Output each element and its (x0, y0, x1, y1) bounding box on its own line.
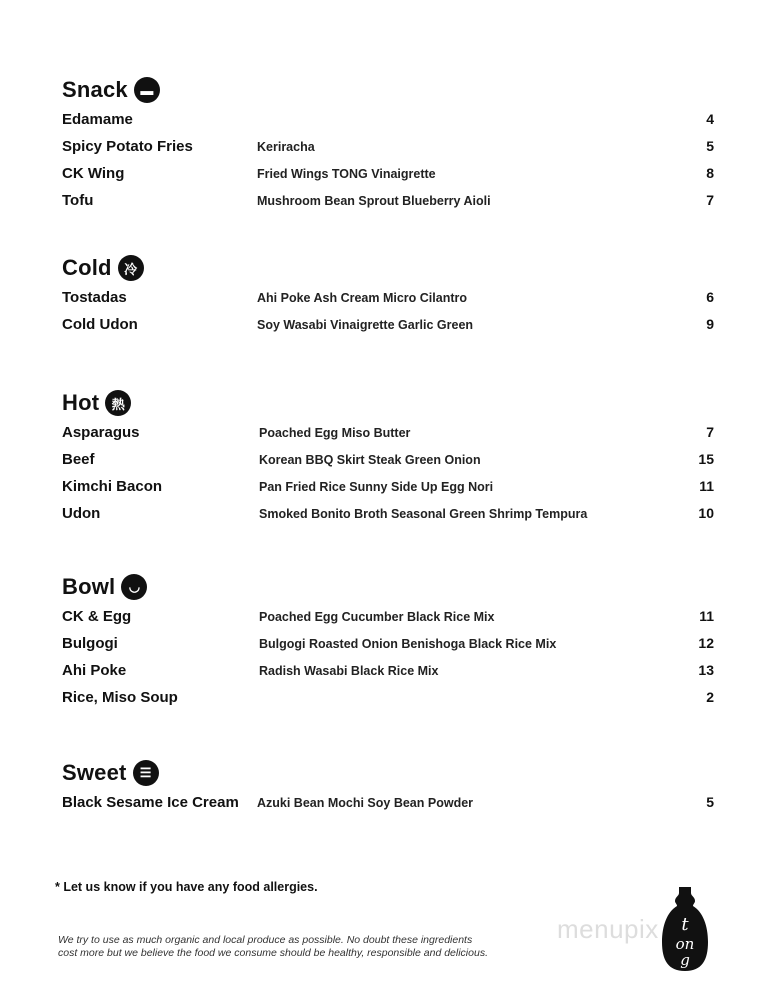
item-name: Udon (62, 505, 101, 522)
menupix-watermark: menupix (557, 914, 659, 944)
item-description: Radish Wasabi Black Rice Mix (259, 664, 439, 678)
cake-icon: ☰ (133, 760, 159, 786)
item-price: 11 (699, 478, 714, 494)
item-name: Cold Udon (62, 316, 138, 333)
section-header (0, 73, 772, 107)
item-price: 8 (706, 165, 714, 181)
item-price: 11 (699, 608, 714, 624)
daruma-icon: 熱 (105, 390, 131, 416)
item-description: Keriracha (257, 140, 315, 154)
item-description: Soy Wasabi Vinaigrette Garlic Green (257, 318, 474, 332)
menu-section-sweet (0, 756, 772, 817)
menu-item (0, 685, 772, 712)
item-name: Kimchi Bacon (62, 478, 163, 495)
section-header (0, 756, 772, 790)
item-description: Azuki Bean Mochi Soy Bean Powder (257, 796, 474, 810)
section-title: Snack (62, 77, 128, 102)
item-price: 7 (706, 192, 714, 208)
item-description: Ahi Poke Ash Cream Micro Cilantro (257, 291, 467, 305)
menu-item (0, 107, 772, 134)
menu-item (0, 420, 772, 447)
item-price: 2 (706, 689, 714, 705)
menu-item (0, 312, 772, 339)
menu-item (0, 285, 772, 312)
section-title: Cold (62, 255, 112, 280)
menu-item (0, 604, 772, 631)
item-name: Asparagus (62, 424, 140, 441)
item-name: Beef (62, 451, 95, 468)
item-description: Korean BBQ Skirt Steak Green Onion (259, 453, 481, 467)
sourcing-note-line: cost more but we believe the food we consume should be healthy, responsible and delicious. (58, 947, 488, 959)
item-price: 5 (706, 794, 714, 810)
item-description: Poached Egg Cucumber Black Rice Mix (259, 610, 495, 624)
chili-icon: 冷 (118, 255, 144, 281)
item-name: Ahi Poke (62, 662, 127, 679)
item-description: Bulgogi Roasted Onion Benishoga Black Rice Mix (259, 637, 557, 651)
section-header (0, 386, 772, 420)
allergy-notice: * Let us know if you have any food allergies. (55, 880, 318, 894)
menu-item (0, 658, 772, 685)
menu-item (0, 161, 772, 188)
section-title: Bowl (62, 574, 116, 599)
item-name: Edamame (62, 111, 133, 128)
menu-item (0, 501, 772, 528)
menu-section-snack (0, 73, 772, 215)
menu-item (0, 134, 772, 161)
item-price: 7 (706, 424, 714, 440)
item-description: Fried Wings TONG Vinaigrette (257, 167, 436, 181)
section-title: Sweet (62, 760, 127, 785)
section-title: Hot (62, 390, 100, 415)
menu-section-bowl (0, 570, 772, 712)
menu-item (0, 474, 772, 501)
sourcing-note-line: We try to use as much organic and local produce as possible. No doubt these ingredients (58, 934, 473, 946)
item-name: Tostadas (62, 289, 127, 306)
menu-section-hot (0, 386, 772, 528)
item-name: Spicy Potato Fries (62, 138, 193, 155)
item-name: Bulgogi (62, 635, 118, 652)
item-name: Tofu (62, 192, 94, 209)
item-price: 4 (706, 111, 714, 127)
item-name: CK Wing (62, 165, 125, 182)
sourcing-note (58, 934, 488, 960)
item-price: 13 (698, 662, 714, 678)
item-price: 6 (706, 289, 714, 305)
section-header (0, 251, 772, 285)
svg-text:t: t (681, 914, 689, 935)
item-description: Pan Fried Rice Sunny Side Up Egg Nori (259, 480, 494, 494)
sandwich-icon: ▬ (134, 77, 160, 103)
item-price: 10 (698, 505, 714, 521)
item-description: Mushroom Bean Sprout Blueberry Aioli (257, 194, 491, 208)
tong-bottle-logo (660, 885, 710, 973)
menu-section-cold (0, 251, 772, 339)
item-name: Rice, Miso Soup (62, 689, 178, 706)
item-description: Poached Egg Miso Butter (259, 426, 411, 440)
menu-item (0, 447, 772, 474)
svg-text:g: g (680, 951, 690, 969)
item-price: 9 (706, 316, 714, 332)
menu-item (0, 631, 772, 658)
item-name: Black Sesame Ice Cream (62, 794, 239, 811)
item-price: 5 (706, 138, 714, 154)
svg-text:on: on (675, 935, 695, 953)
item-name: CK & Egg (62, 608, 132, 625)
item-description: Smoked Bonito Broth Seasonal Green Shrimp Tempura (259, 507, 588, 521)
item-price: 12 (698, 635, 714, 651)
bowl-icon: ◡ (121, 574, 147, 600)
menu-item (0, 790, 772, 817)
item-price: 15 (698, 451, 714, 467)
menu-item (0, 188, 772, 215)
section-header (0, 570, 772, 604)
